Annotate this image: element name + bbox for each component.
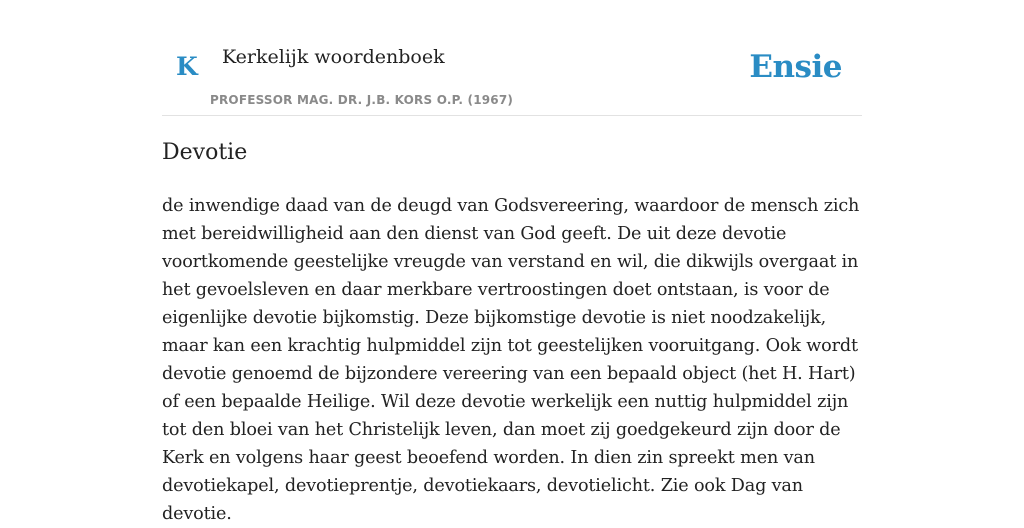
page [162, 0, 862, 524]
book-title[interactable]: Kerkelijk woordenboek [222, 46, 445, 68]
entry-title: Devotie [162, 140, 248, 165]
entry-body: de inwendige daad van de deugd van Godsvereering, waardoor de mensch zich met bereidwilligheid aan den dienst van God geeft. De uit deze devotie voortkomende geestelijke vreugde van verstand en wil, die dikwijls overgaat in het gevoelsleven en daar merkbare vertroostingen doet ontstaan, is voor de eigenlijke devotie bijkomstig. Deze bijkomstige devotie is niet noodzakelijk, maar kan een krachtig hulpmiddel zijn tot geestelijken vooruitgang. Ook wordt devotie genoemd de bijzondere vereering van een bepaald object (het H. Hart) of een bepaalde Heilige. Wil deze devotie werkelijk een nuttig hulpmiddel zijn tot den bloei van het Christelijk leven, dan moet zij goedgekeurd zijn door de Kerk en volgens haar geest beoefend worden. In dien zin spreekt men van devotiekapel, devotieprentje, devotiekaars, devotielicht. Zie ook Dag van devotie. [162, 196, 860, 524]
book-author: PROFESSOR MAG. DR. J.B. KORS O.P. (1967) [210, 93, 514, 107]
brand-logo[interactable]: Ensie [749, 49, 842, 85]
book-logo[interactable]: K [176, 52, 198, 81]
header [162, 0, 862, 116]
